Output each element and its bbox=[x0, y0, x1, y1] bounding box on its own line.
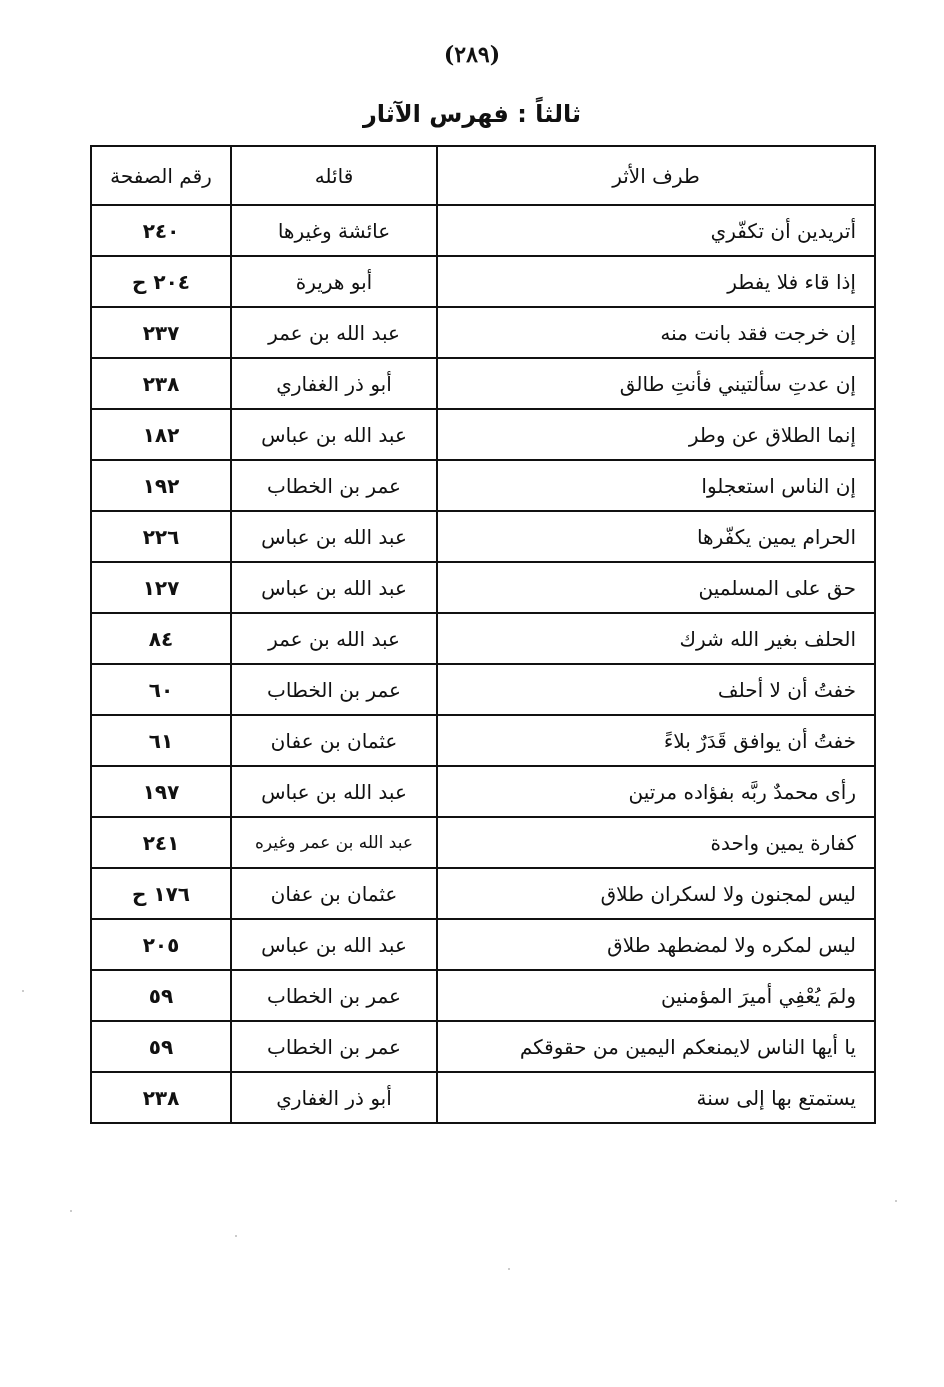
athar-cell: أتريدين أن تكفّري bbox=[437, 205, 875, 256]
sayer-cell: عمر بن الخطاب bbox=[231, 970, 437, 1021]
sayer-cell: عثمان بن عفان bbox=[231, 868, 437, 919]
page-cell: ٢٣٨ bbox=[91, 1072, 231, 1123]
athar-cell: إذا قاء فلا يفطر bbox=[437, 256, 875, 307]
sayer-cell: عمر بن الخطاب bbox=[231, 664, 437, 715]
scan-speck bbox=[22, 990, 24, 992]
table-row bbox=[91, 205, 875, 256]
section-title: ثالثاً : فهرس الآثار bbox=[362, 100, 582, 128]
athar-cell: الحرام يمين يكفّرها bbox=[437, 511, 875, 562]
athar-cell: ليس لمكره ولا لمضطهد طلاق bbox=[437, 919, 875, 970]
athar-cell: رأى محمدٌ ربَّه بفؤاده مرتين bbox=[437, 766, 875, 817]
table-row bbox=[91, 562, 875, 613]
page-cell: ٢٠٤ ح bbox=[91, 256, 231, 307]
sayer-cell: عبد الله بن عباس bbox=[231, 766, 437, 817]
page-cell: ١٨٢ bbox=[91, 409, 231, 460]
table-row bbox=[91, 307, 875, 358]
sayer-cell: عمر بن الخطاب bbox=[231, 460, 437, 511]
sayer-cell: عبد الله بن عباس bbox=[231, 409, 437, 460]
header-athar: طرف الأثر bbox=[437, 146, 875, 205]
sayer-cell: عائشة وغيرها bbox=[231, 205, 437, 256]
table-row bbox=[91, 409, 875, 460]
table-row bbox=[91, 1021, 875, 1072]
athar-cell: الحلف بغير الله شرك bbox=[437, 613, 875, 664]
table-row bbox=[91, 460, 875, 511]
page-cell: ٢٤٠ bbox=[91, 205, 231, 256]
page-cell: ٥٩ bbox=[91, 970, 231, 1021]
athar-cell: يا أيها الناس لايمنعكم اليمين من حقوقكم bbox=[437, 1021, 875, 1072]
athar-cell: كفارة يمين واحدة bbox=[437, 817, 875, 868]
sayer-cell: أبو ذر الغفاري bbox=[231, 358, 437, 409]
athar-cell: حق على المسلمين bbox=[437, 562, 875, 613]
table-row bbox=[91, 358, 875, 409]
table-row bbox=[91, 817, 875, 868]
scan-speck bbox=[235, 1235, 237, 1237]
page-cell: ٨٤ bbox=[91, 613, 231, 664]
table-row bbox=[91, 1072, 875, 1123]
table-row bbox=[91, 766, 875, 817]
page-cell: ١٩٧ bbox=[91, 766, 231, 817]
page-cell: ٦٠ bbox=[91, 664, 231, 715]
page-cell: ١٧٦ ح bbox=[91, 868, 231, 919]
sayer-cell: عبد الله بن عمر وغيره bbox=[231, 817, 437, 868]
sayer-cell: عبد الله بن عمر bbox=[231, 307, 437, 358]
page-cell: ٢٤١ bbox=[91, 817, 231, 868]
table-row bbox=[91, 664, 875, 715]
page-cell: ٢٢٦ bbox=[91, 511, 231, 562]
page-cell: ٥٩ bbox=[91, 1021, 231, 1072]
athar-cell: إنما الطلاق عن وطر bbox=[437, 409, 875, 460]
table-row bbox=[91, 511, 875, 562]
sayer-cell: عبد الله بن عباس bbox=[231, 511, 437, 562]
sayer-cell: عثمان بن عفان bbox=[231, 715, 437, 766]
table-row bbox=[91, 868, 875, 919]
header-page: رقم الصفحة bbox=[91, 146, 231, 205]
table-row bbox=[91, 256, 875, 307]
header-sayer: قائله bbox=[231, 146, 437, 205]
page-cell: ٢٣٨ bbox=[91, 358, 231, 409]
page-cell: ١٢٧ bbox=[91, 562, 231, 613]
athar-cell: إن خرجت فقد بانت منه bbox=[437, 307, 875, 358]
sayer-cell: عبد الله بن عباس bbox=[231, 919, 437, 970]
athar-cell: ليس لمجنون ولا لسكران طلاق bbox=[437, 868, 875, 919]
athar-cell: خفتُ أن لا أحلف bbox=[437, 664, 875, 715]
sayer-cell: أبو هريرة bbox=[231, 256, 437, 307]
page-cell: ١٩٢ bbox=[91, 460, 231, 511]
sayer-cell: عبد الله بن عمر bbox=[231, 613, 437, 664]
table-header-row bbox=[91, 146, 875, 205]
athar-cell: إن عدتِ سألتيني فأنتِ طالق bbox=[437, 358, 875, 409]
scan-speck bbox=[70, 1210, 72, 1212]
table-row bbox=[91, 970, 875, 1021]
page-number: (٢٨٩) bbox=[443, 42, 501, 68]
sayer-cell: أبو ذر الغفاري bbox=[231, 1072, 437, 1123]
athar-cell: ولمَ يُعْفِي أميرَ المؤمنين bbox=[437, 970, 875, 1021]
page-cell: ٢٣٧ bbox=[91, 307, 231, 358]
athar-index-table bbox=[90, 145, 876, 1124]
athar-cell: يستمتع بها إلى سنة bbox=[437, 1072, 875, 1123]
sayer-cell: عمر بن الخطاب bbox=[231, 1021, 437, 1072]
sayer-cell: عبد الله بن عباس bbox=[231, 562, 437, 613]
page-cell: ٢٠٥ bbox=[91, 919, 231, 970]
page-cell: ٦١ bbox=[91, 715, 231, 766]
athar-cell: خفتُ أن يوافق قَدَرٌ بلاءً bbox=[437, 715, 875, 766]
scan-speck bbox=[508, 1268, 510, 1270]
table-row bbox=[91, 715, 875, 766]
table-row bbox=[91, 613, 875, 664]
scan-speck bbox=[895, 1200, 897, 1202]
table-row bbox=[91, 919, 875, 970]
athar-cell: إن الناس استعجلوا bbox=[437, 460, 875, 511]
